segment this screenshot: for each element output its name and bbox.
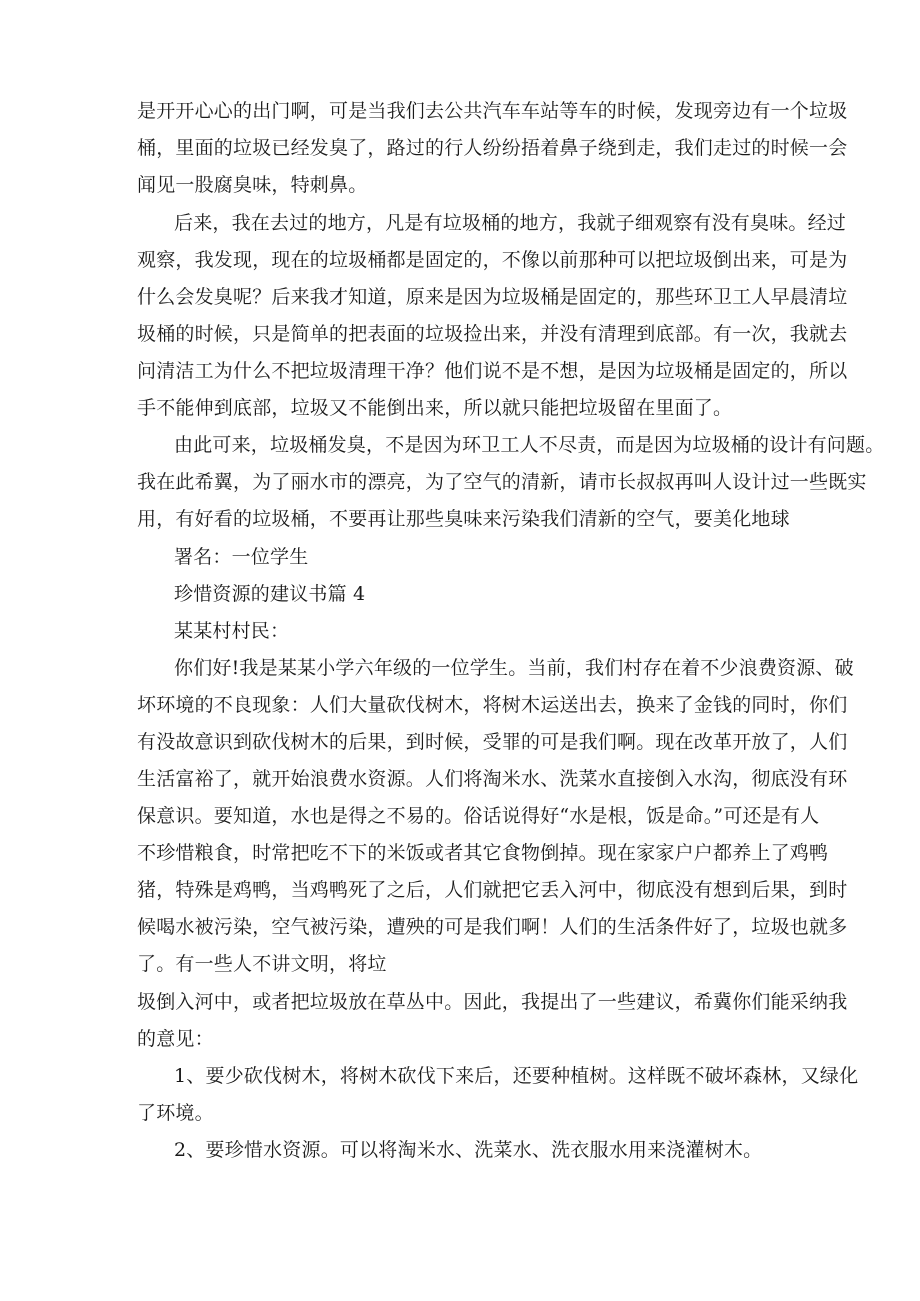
text-line: 是开开心心的出门啊，可是当我们去公共汽车车站等车的时候，发现旁边有一个垃圾 bbox=[137, 100, 848, 122]
text-line: 坏环境的不良现象：人们大量砍伐树木，将树木运送出去，换来了金钱的同时，你们 bbox=[137, 694, 848, 716]
text-line: 观察，我发现，现在的垃圾桶都是固定的，不像以前那种可以把垃圾倒出来，可是为 bbox=[137, 249, 848, 271]
text-line: 什么会发臭呢？后来我才知道，原来是因为垃圾桶是固定的，那些环卫工人早晨清垃 bbox=[137, 286, 848, 308]
text-line: 候喝水被污染，空气被污染，遭殃的可是我们啊！人们的生活条件好了，垃圾也就多 bbox=[137, 916, 848, 938]
text-line: 有没故意识到砍伐树木的后果，到时候，受罪的可是我们啊。现在改革开放了，人们 bbox=[137, 731, 848, 753]
text-line: 闻见一股腐臭味，特刺鼻。 bbox=[137, 174, 368, 196]
list-item: 2、要珍惜水资源。可以将淘米水、洗菜水、洗衣服水用来浇灌树木。 bbox=[174, 1139, 763, 1161]
salutation: 某某村村民： bbox=[174, 620, 290, 642]
list-item-continuation: 了环境。 bbox=[137, 1102, 214, 1124]
signature-line: 署名：一位学生 bbox=[174, 546, 309, 568]
text-line: 你们好!我是某某小学六年级的一位学生。当前，我们村存在着不少浪费资源、破 bbox=[174, 657, 854, 679]
text-line: 后来，我在去过的地方，凡是有垃圾桶的地方，我就子细观察有没有臭味。经过 bbox=[174, 212, 847, 234]
text-line: 用，有好看的垃圾桶，不要再让那些臭味来污染我们清新的空气，要美化地球 bbox=[137, 508, 790, 530]
text-line: 猪，特殊是鸡鸭，当鸡鸭死了之后，人们就把它丢入河中，彻底没有想到后果，到时 bbox=[137, 879, 848, 901]
text-line: 的意见： bbox=[137, 1028, 214, 1050]
text-line: 圾桶的时候，只是简单的把表面的垃圾捡出来，并没有清理到底部。有一次，我就去 bbox=[137, 323, 848, 345]
text-line: 不珍惜粮食，时常把吃不下的米饭或者其它食物倒掉。现在家家户户都养上了鸡鸭 bbox=[137, 842, 829, 864]
text-line: 我在此希翼，为了丽水市的漂亮，为了空气的清新，请市长叔叔再叫人设计过一些既实 bbox=[137, 471, 867, 493]
text-line: 了。有一些人不讲文明，将垃 bbox=[137, 953, 387, 975]
text-line: 问清洁工为什么不把垃圾清理干净？他们说不是不想，是因为垃圾桶是固定的，所以 bbox=[137, 360, 848, 382]
text-line: 生活富裕了，就开始浪费水资源。人们将淘米水、洗菜水直接倒入水沟，彻底没有环 bbox=[137, 768, 848, 790]
section-heading: 珍惜资源的建议书篇 4 bbox=[174, 583, 366, 605]
text-line: 圾倒入河中，或者把垃圾放在草丛中。因此，我提出了一些建议，希冀你们能采纳我 bbox=[137, 991, 848, 1013]
text-line: 手不能伸到底部，垃圾又不能倒出来，所以就只能把垃圾留在里面了。 bbox=[137, 397, 733, 419]
text-line: 由此可来，垃圾桶发臭，不是因为环卫工人不尽责，而是因为垃圾桶的设计有问题。 bbox=[174, 434, 885, 456]
text-line: 桶，里面的垃圾已经发臭了，路过的行人纷纷捂着鼻子绕到走，我们走过的时候一会 bbox=[137, 137, 848, 159]
text-line: 保意识。要知道，水也是得之不易的。俗话说得好“水是根，饭是命。”可还是有人 bbox=[137, 805, 820, 827]
list-item: 1、要少砍伐树木，将树木砍伐下来后，还要种植树。这样既不破坏森林，又绿化 bbox=[174, 1065, 859, 1087]
